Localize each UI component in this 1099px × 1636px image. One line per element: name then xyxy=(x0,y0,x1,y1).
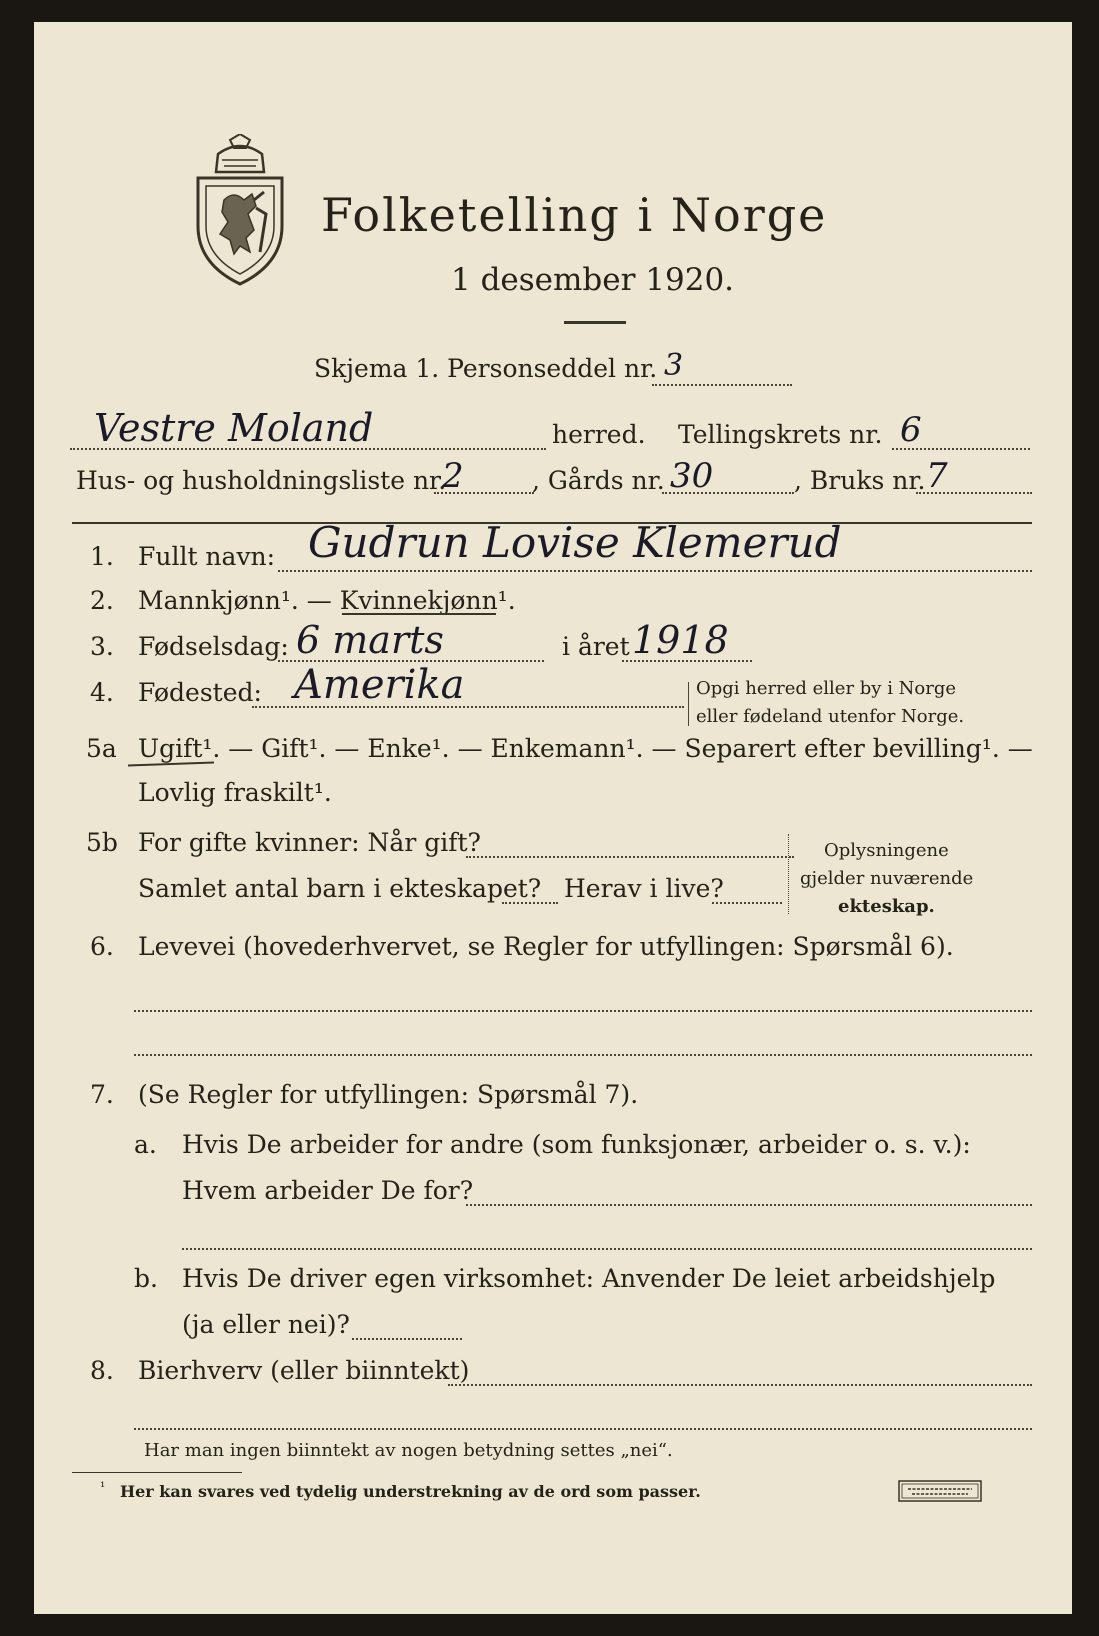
bruks-value: 7 xyxy=(926,456,948,496)
q7a-line1: Hvis De arbeider for andre (som funksjonær, arbeider o. s. v.): xyxy=(182,1130,971,1159)
footnote-rule xyxy=(72,1472,242,1473)
q1-line xyxy=(278,570,1032,572)
q8-label: Bierhverv (eller biinntekt) xyxy=(138,1356,470,1385)
norwegian-coat-of-arms-icon xyxy=(194,134,286,286)
q5b-note-line1: Oplysningene xyxy=(824,840,949,861)
q3-label: Fødselsdag: xyxy=(138,632,289,661)
schema-label: Skjema 1. Personseddel nr. xyxy=(314,354,658,383)
birth-year-value: 1918 xyxy=(632,618,729,662)
married-date-line xyxy=(466,856,794,858)
footnote-text: Her kan svares ved tydelig understrekning av de ord som passer. xyxy=(120,1482,701,1501)
bruks-label: , Bruks nr. xyxy=(794,466,926,495)
personseddel-line xyxy=(652,384,792,386)
q8-line1 xyxy=(448,1384,1032,1386)
q5b-children-label: Samlet antal barn i ekteskapet? xyxy=(138,874,542,903)
employer-line2 xyxy=(182,1248,1032,1250)
q8-line2 xyxy=(134,1428,1032,1430)
footnote-mark: ¹ xyxy=(100,1480,106,1495)
q5b-number: 5b xyxy=(86,828,118,857)
q2-label: Mannkjønn¹. — Kvinnekjønn¹. xyxy=(138,586,516,615)
kvinnekjonn-underline xyxy=(342,613,496,615)
hired-help-line xyxy=(352,1338,462,1340)
alive-line xyxy=(712,902,782,904)
q1-number: 1. xyxy=(90,542,114,571)
footer-note: Har man ingen biinntekt av nogen betydning settes „nei“. xyxy=(144,1440,673,1461)
tellingskrets-label: Tellingskrets nr. xyxy=(678,420,883,449)
tellingskrets-value: 6 xyxy=(900,410,922,450)
q7-label: (Se Regler for utfyllingen: Spørsmål 7). xyxy=(138,1080,639,1109)
gards-label: , Gårds nr. xyxy=(532,466,665,495)
q5b-line1: For gifte kvinner: Når gift? xyxy=(138,828,481,857)
q7a-line2: Hvem arbeider De for? xyxy=(182,1176,474,1205)
children-line xyxy=(502,902,558,904)
q6-line1 xyxy=(134,1010,1032,1012)
hus-label: Hus- og husholdningsliste nr. xyxy=(76,466,447,495)
form-title: Folketelling i Norge xyxy=(321,188,828,242)
q6-line2 xyxy=(134,1054,1032,1056)
q4-label: Fødested: xyxy=(138,678,262,707)
gards-value: 30 xyxy=(670,456,714,496)
title-divider xyxy=(564,321,626,324)
q3-number: 3. xyxy=(90,632,114,661)
q4-note-line2: eller fødeland utenfor Norge. xyxy=(696,706,965,727)
q5a-line2: Lovlig fraskilt¹. xyxy=(138,778,332,807)
herred-value: Vestre Moland xyxy=(94,406,374,450)
q7b-line2: (ja eller nei)? xyxy=(182,1310,350,1339)
q5a-line1: Ugift¹. — Gift¹. — Enke¹. — Enkemann¹. — Separert efter bevilling¹. — xyxy=(138,734,1033,763)
q8-number: 8. xyxy=(90,1356,114,1385)
q5a-number: 5a xyxy=(86,734,117,763)
personseddel-number: 3 xyxy=(664,348,684,383)
q1-label: Fullt navn: xyxy=(138,542,276,571)
q7a-number: a. xyxy=(134,1130,157,1159)
q6-number: 6. xyxy=(90,932,114,961)
full-name-value: Gudrun Lovise Klemerud xyxy=(308,518,842,567)
q4-number: 4. xyxy=(90,678,114,707)
census-form xyxy=(34,22,1072,1614)
herred-label: herred. xyxy=(552,420,646,449)
q5b-note-brace xyxy=(788,834,789,914)
birthplace-value: Amerika xyxy=(294,662,465,708)
printer-stamp-icon xyxy=(898,1480,982,1502)
q7b-number: b. xyxy=(134,1264,158,1293)
hus-value: 2 xyxy=(442,456,464,496)
birthday-value: 6 marts xyxy=(296,618,444,662)
q5b-alive-label: Herav i live? xyxy=(564,874,724,903)
q7b-line1: Hvis De driver egen virksomhet: Anvender De leiet arbeidshjelp xyxy=(182,1264,996,1293)
q4-note-line1: Opgi herred eller by i Norge xyxy=(696,678,957,699)
q6-label: Levevei (hovederhvervet, se Regler for utfyllingen: Spørsmål 6). xyxy=(138,932,954,961)
q7-number: 7. xyxy=(90,1080,114,1109)
q5b-note-line3: ekteskap. xyxy=(838,896,935,917)
employer-line xyxy=(466,1204,1032,1206)
census-date: 1 desember 1920. xyxy=(451,262,735,298)
q2-number: 2. xyxy=(90,586,114,615)
year-label: i året xyxy=(562,632,630,661)
q4-note-brace xyxy=(688,682,689,726)
q5b-note-line2: gjelder nuværende xyxy=(800,868,974,889)
